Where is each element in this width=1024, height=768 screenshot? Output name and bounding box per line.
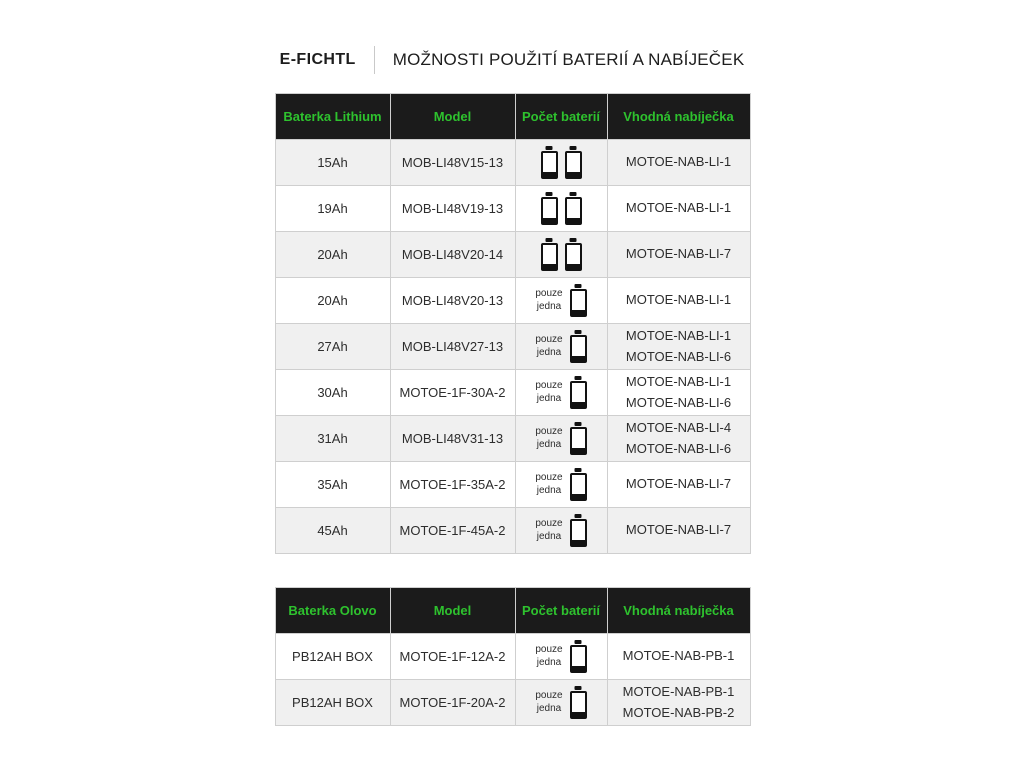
battery-count-cell [515,232,607,278]
charger-cell [607,278,750,324]
charger-model: MOTOE-NAB-PB-2 [622,704,735,720]
battery-name-cell: 30Ah [275,370,390,416]
model-cell: MOB-LI48V20-13 [390,278,515,324]
page-title: MOŽNOSTI POUŽITÍ BATERIÍ A NABÍJEČEK [392,50,745,69]
column-header: Počet baterií [515,94,607,140]
battery-icon [565,151,582,179]
battery-count-content [520,640,603,673]
battery-icon [570,427,587,455]
header-divider [374,46,375,74]
battery-name-cell: 45Ah [275,508,390,554]
lead-battery-table [275,587,751,726]
battery-count-cell [515,278,607,324]
battery-name-cell: PB12AH BOX [275,634,390,680]
model-cell: MOTOE-1F-45A-2 [390,508,515,554]
table-row [275,186,750,232]
battery-name-cell: 27Ah [275,324,390,370]
column-header: Model [390,588,515,634]
battery-name-cell: PB12AH BOX [275,680,390,726]
only-one-note: pouze jedna [535,380,563,404]
table-row [275,462,750,508]
battery-icon [565,197,582,225]
charger-model: MOTOE-NAB-LI-6 [625,348,732,364]
table-row [275,324,750,370]
battery-icon [570,645,587,673]
column-header: Vhodná nabíječka [607,588,750,634]
column-header: Počet baterií [515,588,607,634]
charger-model: MOTOE-NAB-PB-1 [622,648,735,664]
battery-count-cell [515,140,607,186]
charger-model: MOTOE-NAB-LI-7 [625,476,732,492]
battery-count-content [520,686,603,719]
model-cell: MOTOE-1F-35A-2 [390,462,515,508]
battery-count-cell [515,462,607,508]
tables-container [275,93,750,726]
battery-count-content [520,192,603,225]
header-row [275,94,750,140]
battery-count-content [520,330,603,363]
charger-model: MOTOE-NAB-LI-6 [625,440,732,456]
charger-model: MOTOE-NAB-LI-1 [625,328,732,344]
battery-name-cell: 35Ah [275,462,390,508]
only-one-note: pouze jedna [535,518,563,542]
charger-model: MOTOE-NAB-LI-1 [625,374,732,390]
column-header: Baterka Olovo [275,588,390,634]
battery-count-cell [515,508,607,554]
charger-model: MOTOE-NAB-LI-6 [625,394,732,410]
battery-count-content [520,376,603,409]
battery-count-cell [515,416,607,462]
battery-icon [541,197,558,225]
only-one-note: pouze jedna [535,426,563,450]
battery-count-content [520,468,603,501]
battery-icon [570,335,587,363]
charger-cell [607,324,750,370]
table-row [275,634,750,680]
model-cell: MOB-LI48V31-13 [390,416,515,462]
only-one-note: pouze jedna [535,644,563,668]
only-one-note: pouze jedna [535,334,563,358]
charger-cell [607,416,750,462]
battery-icon [570,691,587,719]
table-row [275,680,750,726]
table-row [275,416,750,462]
charger-model: MOTOE-NAB-LI-1 [625,200,732,216]
model-cell: MOTOE-1F-30A-2 [390,370,515,416]
model-cell: MOTOE-1F-12A-2 [390,634,515,680]
battery-icon [565,243,582,271]
charger-cell [607,680,750,726]
battery-count-content [520,514,603,547]
header-row [275,588,750,634]
only-one-note: pouze jedna [535,288,563,312]
battery-count-cell [515,324,607,370]
charger-model: MOTOE-NAB-LI-7 [625,522,732,538]
battery-icon [570,519,587,547]
battery-icon [570,289,587,317]
battery-icon [570,473,587,501]
battery-icon [541,151,558,179]
charger-cell [607,186,750,232]
model-cell: MOB-LI48V20-14 [390,232,515,278]
charger-cell [607,462,750,508]
table-row [275,140,750,186]
battery-count-content [520,146,603,179]
page-header [0,0,1024,74]
model-cell: MOB-LI48V15-13 [390,140,515,186]
model-cell: MOTOE-1F-20A-2 [390,680,515,726]
model-cell: MOB-LI48V27-13 [390,324,515,370]
charger-model: MOTOE-NAB-LI-1 [625,292,732,308]
charger-model: MOTOE-NAB-LI-7 [625,246,732,262]
charger-cell [607,370,750,416]
battery-name-cell: 19Ah [275,186,390,232]
only-one-note: pouze jedna [535,472,563,496]
charger-cell [607,508,750,554]
charger-model: MOTOE-NAB-LI-4 [625,420,732,436]
brand: E-FICHTL [279,51,356,68]
battery-count-content [520,422,603,455]
battery-name-cell: 20Ah [275,232,390,278]
column-header: Model [390,94,515,140]
column-header: Vhodná nabíječka [607,94,750,140]
battery-count-content [520,284,603,317]
charger-model: MOTOE-NAB-PB-1 [622,684,735,700]
battery-icon [541,243,558,271]
column-header: Baterka Lithium [275,94,390,140]
battery-icon [570,381,587,409]
table-row [275,508,750,554]
battery-name-cell: 31Ah [275,416,390,462]
battery-count-content [520,238,603,271]
battery-count-cell [515,186,607,232]
charger-model: MOTOE-NAB-LI-1 [625,154,732,170]
battery-count-cell [515,370,607,416]
lithium-battery-table [275,93,751,554]
table-row [275,278,750,324]
only-one-note: pouze jedna [535,690,563,714]
charger-cell [607,140,750,186]
battery-count-cell [515,680,607,726]
battery-name-cell: 20Ah [275,278,390,324]
table-row [275,370,750,416]
battery-name-cell: 15Ah [275,140,390,186]
charger-cell [607,634,750,680]
model-cell: MOB-LI48V19-13 [390,186,515,232]
table-row [275,232,750,278]
battery-count-cell [515,634,607,680]
charger-cell [607,232,750,278]
